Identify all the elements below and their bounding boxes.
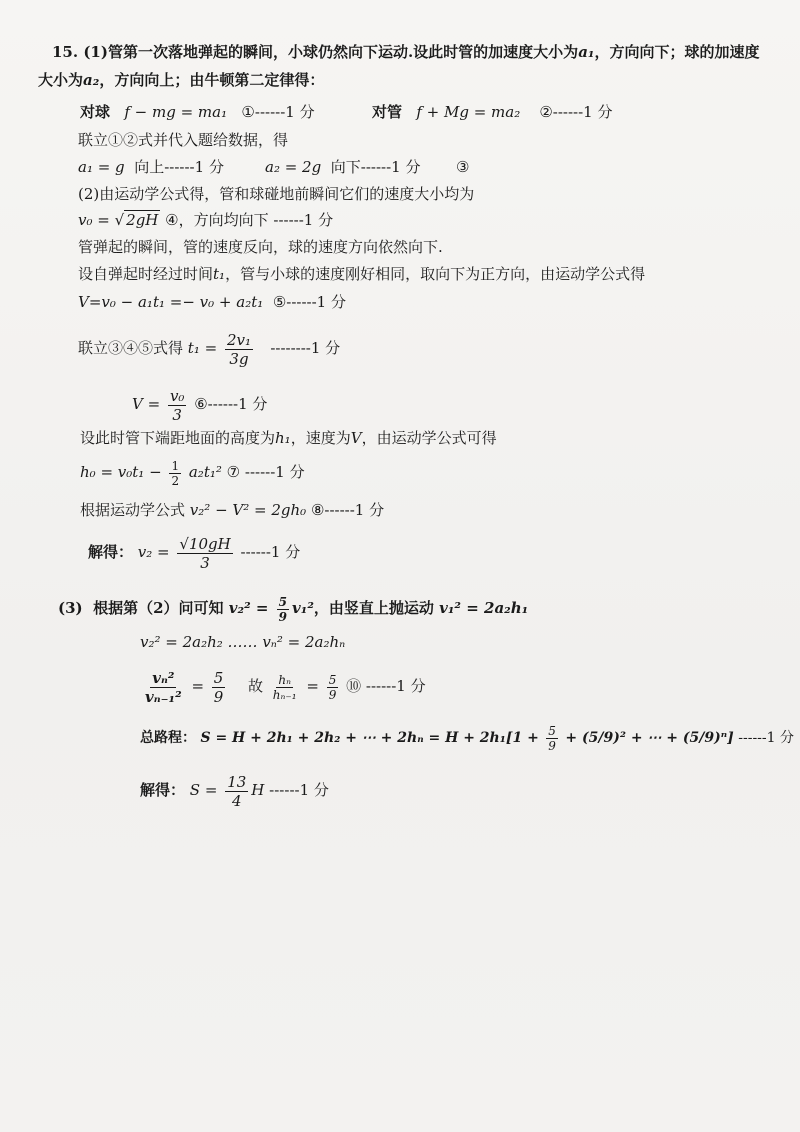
intro-line-1: 15. (1)管第一次落地弹起的瞬间，小球仍然向下运动.设此时管的加速度大小为a₁，方向向下；球的加速度 xyxy=(52,43,760,61)
combine-line-1: 联立①②式并代入题给数据，得 xyxy=(78,131,289,149)
h-ratio: 故 $\frac{\text{hₙ}}{\text{hₙ₋₁}}$ = $\frac{5}{9}$ ⑩ ------1 分 xyxy=(248,672,426,702)
v2-solution: 解得： v₂ = $\frac{√10gH}{3}$ ------1 分 xyxy=(88,534,301,572)
h-text: 设此时管下端距地面的高度为h₁，速度为V，由运动学公式可得 xyxy=(80,429,497,447)
part2-intro: (2)由运动学公式得，管和球碰地前瞬间它们的速度大小均为 xyxy=(78,185,475,203)
total-distance: 总路程： S = H + 2h₁ + 2h₂ + ⋯ + 2hₙ = H + 2h₁[1 + $\frac{5}{9}$ + (5/9)² + ⋯ + (5/9)ⁿ] ------1 分 xyxy=(140,723,794,753)
intro-line-2: 大小为a₂，方向向上；由牛顿第二定律得： xyxy=(38,71,325,89)
final-solution: 解得： S = $\frac{13}{4}$ H ------1 分 xyxy=(140,772,329,810)
v-ratio: $\frac{\text{vₙ²}}{\text{vₙ₋₁²}}$ = $\frac{5}{9}$ xyxy=(145,668,224,706)
t1-result: 联立③④⑤式得 t₁ = $\frac{\text{2v₁}}{3g}$ --------1 分 xyxy=(78,330,341,368)
bounce-text: 管弹起的瞬间，管的速度反向，球的速度方向依然向下. xyxy=(78,238,443,256)
tube-equation: 对管 f + Mg = ma₂ ②------1 分 xyxy=(372,103,613,121)
assume-text: 设自弹起时经过时间t₁，管与小球的速度刚好相同，取向下为正方向，由运动学公式得 xyxy=(78,265,646,283)
a-mark: ③ xyxy=(456,158,470,176)
ball-equation: 对球 f − mg = ma₁ ①------1 分 xyxy=(80,103,315,121)
a2-result: a₂ = 2g 向下------1 分 xyxy=(265,158,421,176)
a1-result: a₁ = g 向上------1 分 xyxy=(78,158,224,176)
v0-result: v₀ = √ 2gH ④，方向均向下 ------1 分 xyxy=(78,211,334,229)
V-result: V = $\frac{\text{v₀}}{3}$ ⑥------1 分 xyxy=(132,386,268,424)
part3-eq2: v₂² = 2a₂h₂ …… vₙ² = 2a₂hₙ xyxy=(140,633,346,651)
part3-intro: (3) 根据第（2）问可知 v₂² = $\frac{5}{9}$ v₁²，由竖直上抛运动 v₁² = 2a₂h₁ xyxy=(58,594,529,624)
h0-equation: h₀ = v₀t₁ − $\frac{1}{2}$ a₂t₁² ⑦ ------1 分 xyxy=(80,458,305,488)
v-equation: V=v₀ − a₁t₁ =− v₀ + a₂t₁ ⑤------1 分 xyxy=(78,293,346,311)
kinematic-equation: 根据运动学公式 v₂² − V² = 2gh₀ ⑧------1 分 xyxy=(80,501,385,519)
